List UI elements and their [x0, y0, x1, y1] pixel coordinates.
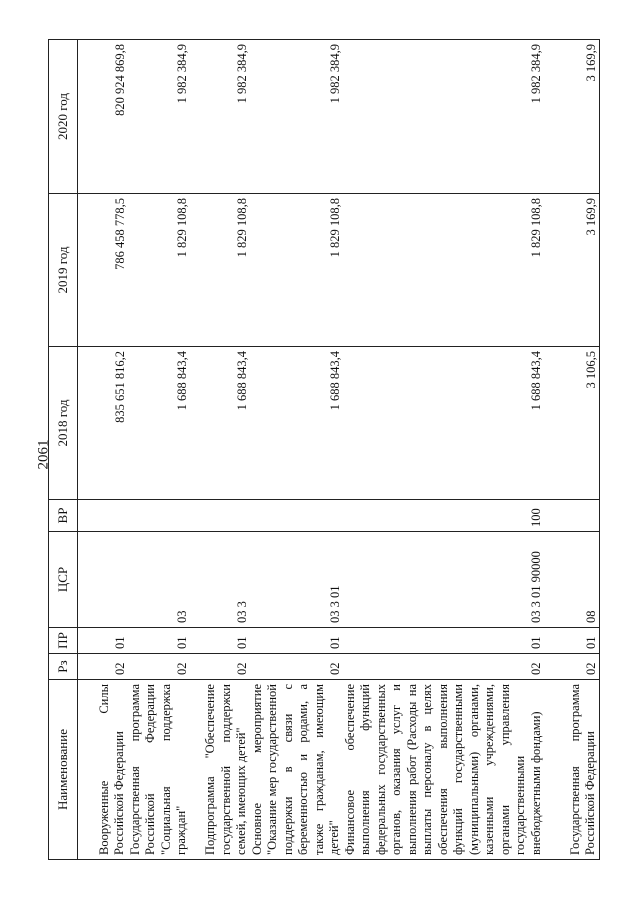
header-2018: 2018 год — [49, 347, 78, 500]
row-csr: 03 — [128, 532, 190, 628]
row-2019: 1 829 108,8 — [190, 194, 250, 347]
header-name: Наименование — [49, 680, 78, 860]
row-pr: 01 — [250, 628, 343, 654]
row-2018: 1 688 843,4 — [190, 347, 250, 500]
row-2020: 1 982 384,9 — [250, 40, 343, 194]
row-pr: 01 — [78, 628, 128, 654]
table-header-row — [49, 40, 78, 860]
budget-table — [48, 39, 600, 860]
row-2020: 1 982 384,9 — [128, 40, 190, 194]
row-pr: 01 — [190, 628, 250, 654]
row-rz: 02 — [190, 654, 250, 680]
row-2018: 3 106,5 — [544, 347, 599, 500]
row-vr: 100 — [343, 500, 545, 532]
row-2019: 786 458 778,5 — [78, 194, 128, 347]
row-name: Государственная программа Российской Федерации — [544, 680, 599, 860]
table-row — [78, 40, 128, 860]
header-vr: ВР — [49, 500, 78, 532]
row-rz: 02 — [128, 654, 190, 680]
header-2020: 2020 год — [49, 40, 78, 194]
row-pr: 01 — [343, 628, 545, 654]
row-rz: 02 — [250, 654, 343, 680]
header-pr: ПР — [49, 628, 78, 654]
row-pr: 01 — [128, 628, 190, 654]
row-2019: 3 169,9 — [544, 194, 599, 347]
row-rz: 02 — [78, 654, 128, 680]
row-csr: 03 3 01 90000 — [343, 532, 545, 628]
row-name: Финансовое обеспечение выполнения функций федеральных государственных органов, оказания услуг и выполнения работ (Расходы на выплаты персоналу в целях обеспечения выполнения функций государственными (муниципальными) органами, казенными учреждениями, органами управления государственными внебюджетными фондами) — [343, 680, 545, 860]
table-row — [343, 40, 545, 860]
table-row — [250, 40, 343, 860]
row-csr: 08 — [544, 532, 599, 628]
row-2019: 1 829 108,8 — [250, 194, 343, 347]
row-vr — [78, 500, 128, 532]
table-row — [190, 40, 250, 860]
row-2018: 835 651 816,2 — [78, 347, 128, 500]
row-2019: 1 829 108,8 — [343, 194, 545, 347]
row-csr: 03 3 — [190, 532, 250, 628]
row-name: Подпрограмма "Обеспечение государственной поддержки семей, имеющих детей" — [190, 680, 250, 860]
row-vr — [190, 500, 250, 532]
header-csr: ЦСР — [49, 532, 78, 628]
row-2020: 820 924 869,8 — [78, 40, 128, 194]
row-2019: 1 829 108,8 — [128, 194, 190, 347]
row-vr — [128, 500, 190, 532]
page-number: 2061 — [35, 439, 52, 470]
row-2018: 1 688 843,4 — [343, 347, 545, 500]
row-2020: 3 169,9 — [544, 40, 599, 194]
row-name: Государственная программа Российской Федерации "Социальная поддержка граждан" — [128, 680, 190, 860]
header-rz: Рз — [49, 654, 78, 680]
header-2019: 2019 год — [49, 194, 78, 347]
row-2018: 1 688 843,4 — [250, 347, 343, 500]
table-row — [128, 40, 190, 860]
row-name: Основное мероприятие "Оказание мер государственной поддержки в связи с беременностью и родами, а также гражданам, имеющим детей" — [250, 680, 343, 860]
row-pr: 01 — [544, 628, 599, 654]
row-rz: 02 — [343, 654, 545, 680]
row-2020: 1 982 384,9 — [343, 40, 545, 194]
table-row — [544, 40, 599, 860]
row-vr — [544, 500, 599, 532]
row-vr — [250, 500, 343, 532]
row-csr: 03 3 01 — [250, 532, 343, 628]
row-csr — [78, 532, 128, 628]
row-2018: 1 688 843,4 — [128, 347, 190, 500]
row-2020: 1 982 384,9 — [190, 40, 250, 194]
row-name: Вооруженные Силы Российской Федерации — [78, 680, 128, 860]
row-rz: 02 — [544, 654, 599, 680]
rotated-page-content — [48, 40, 598, 860]
